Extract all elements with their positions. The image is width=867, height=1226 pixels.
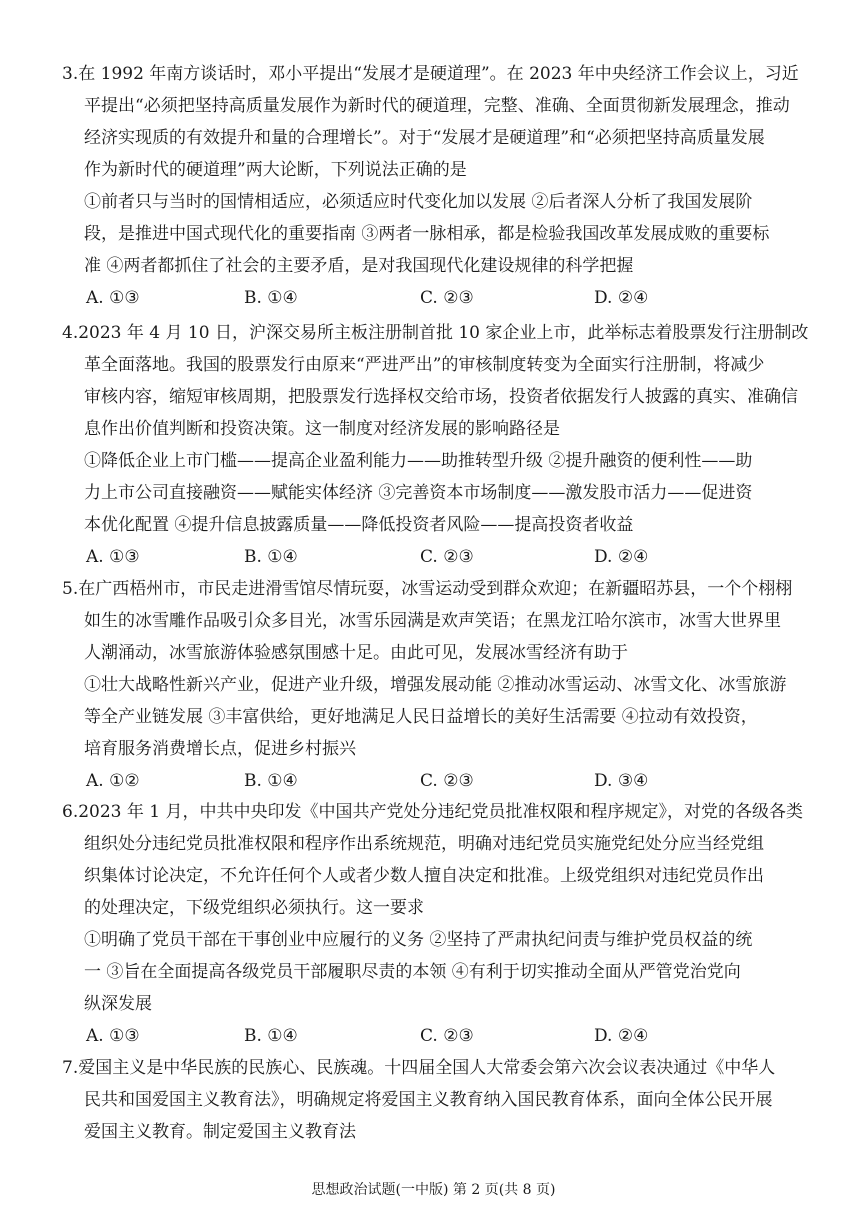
- statement-line: ①壮大战略性新兴产业，促进产业升级，增强发展动能 ②推动冰雪运动、冰雪文化、冰雪旅游: [84, 675, 787, 695]
- choice-b[interactable]: B. ①④: [244, 771, 298, 791]
- statement-line: 力上市公司直接融资——赋能实体经济 ③完善资本市场制度——激发股市活力——促进资: [84, 483, 753, 503]
- question-stem-line: 织集体讨论决定，不允许任何个人或者少数人擅自决定和批准。上级党组织对违纪党员作出: [84, 866, 764, 886]
- question-stem-line: 民共和国爱国主义教育法》，明确规定将爱国主义教育纳入国民教育体系，面向全体公民开展: [84, 1090, 773, 1110]
- choice-c[interactable]: C. ②③: [420, 771, 474, 791]
- choice-b[interactable]: B. ①④: [244, 547, 298, 567]
- question-stem-line: 革全面落地。我国的股票发行由原来“严进严出”的审核制度转变为全面实行注册制，将减少: [84, 355, 765, 375]
- choice-a[interactable]: A. ①③: [86, 1026, 140, 1046]
- question-stem-line: 息作出价值判断和投资决策。这一制度对经济发展的影响路径是: [84, 419, 560, 439]
- answer-choices: [62, 765, 802, 797]
- question-6: [62, 796, 802, 1052]
- question-stem-line: 人潮涌动，冰雪旅游体验感氛围感十足。由此可见，发展冰雪经济有助于: [84, 643, 628, 663]
- choice-a[interactable]: A. ①②: [86, 771, 140, 791]
- question-stem-line: 7.爱国主义是中华民族的民族心、民族魂。十四届全国人大常委会第六次会议表决通过《中华人: [62, 1058, 776, 1078]
- choice-d[interactable]: D. ②④: [594, 547, 649, 567]
- statement-line: 准 ④两者都抓住了社会的主要矛盾，是对我国现代化建设规律的科学把握: [84, 256, 634, 276]
- statement-line: 等全产业链发展 ③丰富供给，更好地满足人民日益增长的美好生活需要 ④拉动有效投资，: [84, 707, 758, 727]
- question-stem-line: 6.2023 年 1 月，中共中央印发《中国共产党处分违纪党员批准权限和程序规定》，对党的各级各类: [62, 802, 804, 822]
- statement-line: ①降低企业上市门槛——提高企业盈利能力——助推转型升级 ②提升融资的便利性——助: [84, 451, 753, 471]
- question-5: [62, 573, 802, 797]
- statement-line: 纵深发展: [84, 994, 152, 1014]
- statement-line: ①前者只与当时的国情相适应，必须适应时代变化加以发展 ②后者深人分析了我国发展阶: [84, 192, 753, 212]
- question-stem-line: 的处理决定，下级党组织必须执行。这一要求: [84, 898, 424, 918]
- question-7: [62, 1052, 802, 1148]
- question-3: [62, 58, 802, 314]
- question-stem-line: 作为新时代的硬道理”两大论断，下列说法正确的是: [84, 160, 467, 180]
- question-stem-line: 组织处分违纪党员批准权限和程序作出系统规范，明确对违纪党员实施党纪处分应当经党组: [84, 834, 764, 854]
- question-stem-line: 平提出“必须把坚持高质量发展作为新时代的硬道理，完整、准确、全面贯彻新发展理念，推动: [84, 96, 790, 116]
- question-stem-line: 5.在广西梧州市，市民走进滑雪馆尽情玩耍，冰雪运动受到群众欢迎；在新疆昭苏县，一个个栩栩: [62, 579, 793, 599]
- question-stem-line: 3.在 1992 年南方谈话时，邓小平提出“发展才是硬道理”。在 2023 年中央经济工作会议上，习近: [62, 64, 799, 84]
- choice-d[interactable]: D. ②④: [594, 288, 649, 308]
- choice-b[interactable]: B. ①④: [244, 288, 298, 308]
- page-footer: 思想政治试题(一中版) 第 2 页(共 8 页): [311, 1182, 556, 1198]
- question-stem-line: 如生的冰雪雕作品吸引众多目光，冰雪乐园满是欢声笑语；在黑龙江哈尔滨市，冰雪大世界里: [84, 611, 781, 631]
- question-stem-line: 爱国主义教育。制定爱国主义教育法: [84, 1122, 356, 1142]
- answer-choices: [62, 541, 802, 573]
- statement-line: 一 ③旨在全面提高各级党员干部履职尽责的本领 ④有利于切实推动全面从严管党治党向: [84, 962, 741, 982]
- answer-choices: [62, 282, 802, 314]
- question-stem-line: 经济实现质的有效提升和量的合理增长”。对于“发展才是硬道理”和“必须把坚持高质量发展: [84, 128, 765, 148]
- choice-c[interactable]: C. ②③: [420, 547, 474, 567]
- question-stem-line: 审核内容，缩短审核周期，把股票发行选择权交给市场，投资者依据发行人披露的真实、准确信: [84, 387, 798, 407]
- choice-c[interactable]: C. ②③: [420, 1026, 474, 1046]
- statement-line: 培育服务消费增长点，促进乡村振兴: [84, 739, 356, 759]
- answer-choices: [62, 1020, 802, 1052]
- statement-line: 本优化配置 ④提升信息披露质量——降低投资者风险——提高投资者收益: [84, 515, 634, 535]
- statement-line: 段，是推进中国式现代化的重要指南 ③两者一脉相承，都是检验我国改革发展成败的重要标: [84, 224, 770, 244]
- choice-b[interactable]: B. ①④: [244, 1026, 298, 1046]
- question-stem-line: 4.2023 年 4 月 10 日，沪深交易所主板注册制首批 10 家企业上市，此举标志着股票发行注册制改: [62, 323, 809, 343]
- choice-d[interactable]: D. ③④: [594, 771, 649, 791]
- statement-line: ①明确了党员干部在干事创业中应履行的义务 ②坚持了严肃执纪问责与维护党员权益的统: [84, 930, 753, 950]
- choice-a[interactable]: A. ①③: [86, 547, 140, 567]
- choice-d[interactable]: D. ②④: [594, 1026, 649, 1046]
- choice-c[interactable]: C. ②③: [420, 288, 474, 308]
- question-4: [62, 317, 809, 573]
- choice-a[interactable]: A. ①③: [86, 288, 140, 308]
